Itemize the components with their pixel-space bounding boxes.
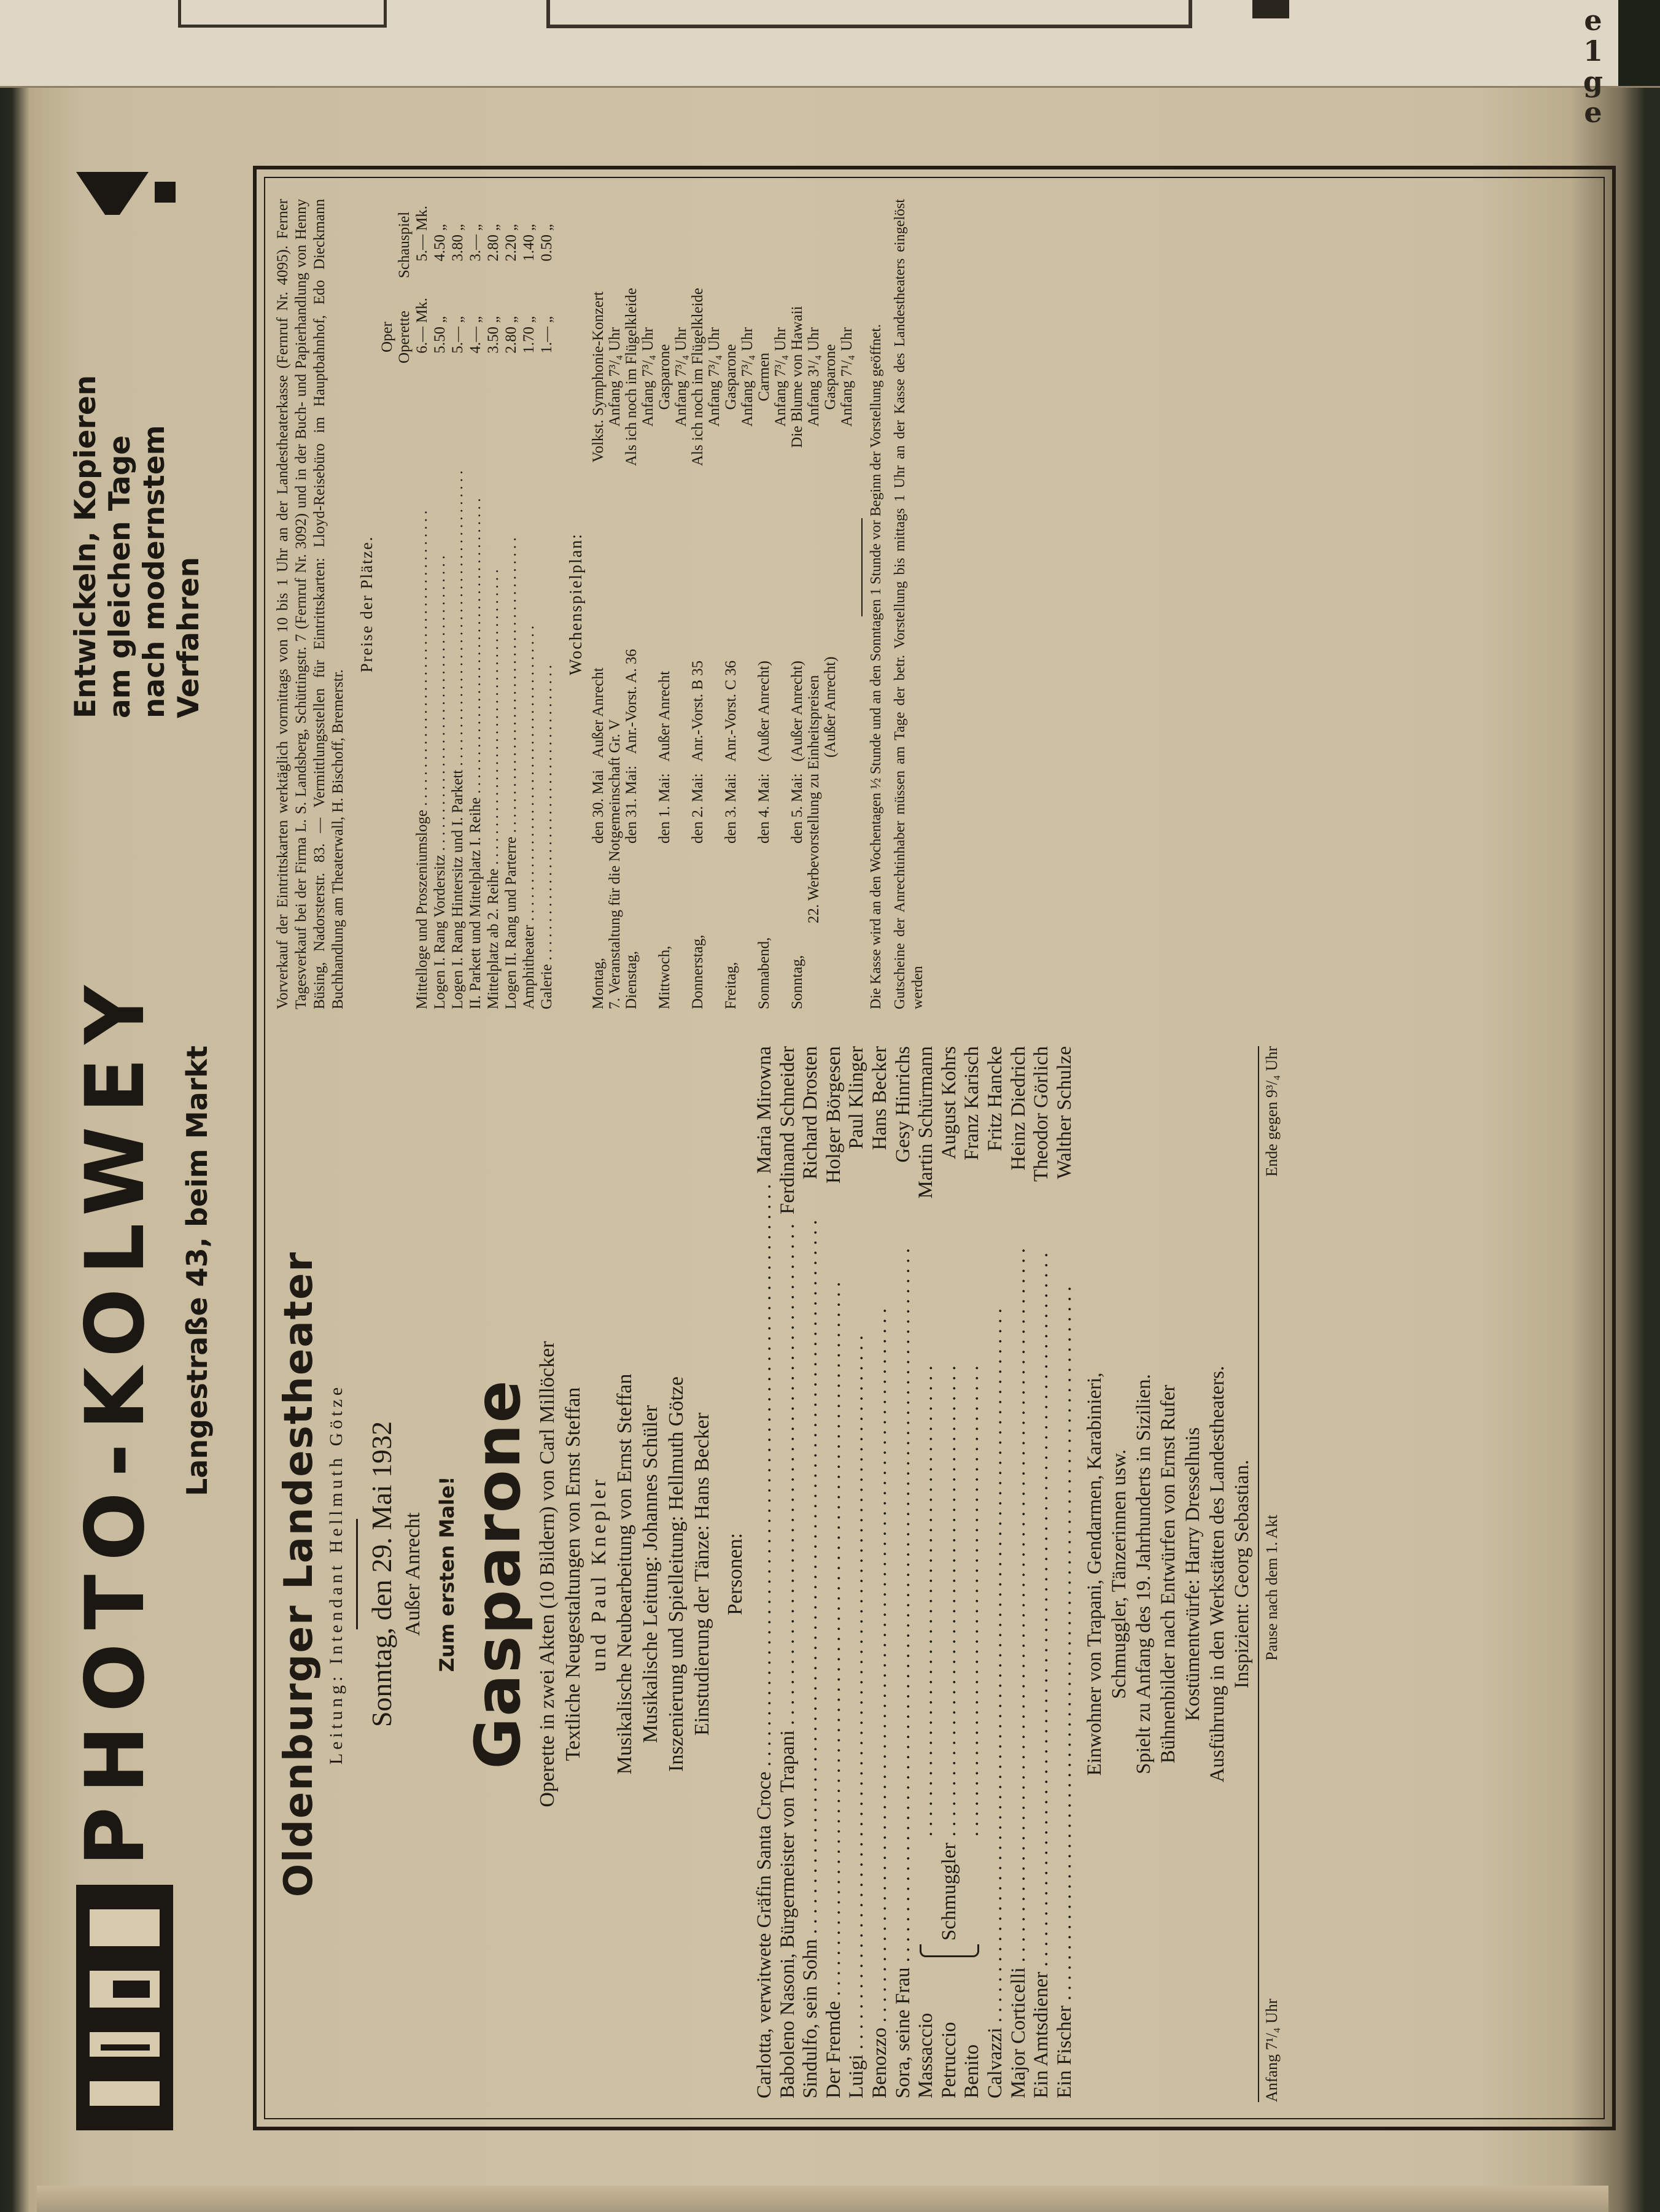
schedule-date: den 5. Mai: <box>789 773 805 844</box>
cast-row <box>845 1046 869 2098</box>
price-oper: 1.70 <box>521 327 537 354</box>
price-unit: „ <box>485 316 502 323</box>
cast-actor: Paul Klinger <box>845 1046 868 1149</box>
personen-label: Personen: <box>724 1532 747 1616</box>
price-schauspiel: 3.— <box>467 235 484 262</box>
cast-row <box>799 1046 823 2098</box>
price-row <box>413 199 431 1009</box>
cast-role: Sora, seine Frau . . . <box>892 1169 915 2098</box>
cast-actor: Gesy Hinrichs <box>891 1046 914 1163</box>
time-end: Ende gegen 9³/₄ Uhr <box>1263 1046 1281 1177</box>
schedule-row <box>839 199 855 1009</box>
kolwey-logo-icon <box>76 1885 173 2130</box>
previous-page-mark <box>1252 0 1289 18</box>
price-row <box>502 199 520 1009</box>
schedule-play: Anfang 7¹/₄ Uhr <box>839 327 855 427</box>
theater-title: Oldenburger Landestheater <box>276 1251 322 1898</box>
section-rule <box>861 518 863 616</box>
schedule-row <box>772 199 789 1009</box>
previous-page-frame-right <box>546 0 1192 28</box>
price-label: Logen I. Rang Hintersitz und I. Parkett . . . <box>449 383 467 1009</box>
schedule-date: den 30. Mai <box>590 769 607 844</box>
price-unit: „ <box>432 316 448 323</box>
schedule-play: Gasparone <box>656 344 673 410</box>
schedule-day: 7. Veranstaltung für die Notgemeinschaft Gr. V <box>607 719 623 1009</box>
smuggler-group <box>915 1046 984 2098</box>
price-row <box>467 199 484 1009</box>
price-col-operette: Operette <box>396 310 413 364</box>
cast-row <box>1007 1046 1031 2098</box>
schedule-day: Freitag, <box>723 961 739 1009</box>
price-unit: „ <box>467 316 484 323</box>
schedule-row <box>739 199 756 1009</box>
credit-line: Textliche Neugestaltungen von Ernst Steffan <box>562 1387 584 1761</box>
program-left-column <box>274 1046 1282 2102</box>
schedule-info: Anr.-Vorst. C 36 <box>723 660 739 762</box>
margin-letter: e <box>1584 96 1602 129</box>
smuggler-actors <box>915 1046 984 1837</box>
page-bottom-edge <box>37 2186 1608 2212</box>
price-unit: „ <box>521 223 537 231</box>
schedule-day: Montag, <box>590 957 607 1009</box>
price-unit: „ <box>538 316 555 323</box>
cast-actor: August Kohrs <box>937 1046 960 1160</box>
price-row <box>449 199 467 1009</box>
margin-letter: e <box>1584 4 1602 37</box>
schedule-row <box>805 199 822 1009</box>
price-oper: 5.— <box>449 327 466 354</box>
price-row <box>431 199 449 1009</box>
cast-role: Luigi . . . <box>845 1155 869 2098</box>
cast-role: Major Corticelli . . . <box>1007 1177 1031 2099</box>
time-pause: Pause nach dem 1. Akt <box>1263 1515 1281 1661</box>
smuggler-role: Petruccio <box>937 2022 960 2098</box>
theater-leitung: Leitung: Intendant Hellmuth Götze <box>326 1383 346 1765</box>
schedule-play: Carmen <box>756 352 772 402</box>
schedule-row <box>623 199 640 1009</box>
cast-row <box>915 1046 938 1837</box>
price-schauspiel: 2.20 <box>503 235 519 262</box>
schedule-play: Anfang 7³/₄ Uhr <box>739 327 756 427</box>
price-label: Mittelloge und Proszeniumsloge . . . <box>413 383 431 1009</box>
cast-actor: Ferdinand Schneider <box>776 1046 799 1215</box>
cast-actor: Richard Drosten <box>799 1046 822 1180</box>
advert-slogan-line: Verfahren <box>172 557 206 718</box>
price-oper: 2.80 <box>503 327 519 354</box>
schedule-day: Donnerstag, <box>689 934 706 1009</box>
cast-actor: Franz Karisch <box>961 1046 983 1161</box>
advert-slogan-line: am gleichen Tage <box>103 435 137 718</box>
schedule-info: (Außer Anrecht) <box>789 661 805 762</box>
price-unit: „ <box>485 223 502 231</box>
credit-line: Einstudierung der Tänze: Hans Becker <box>691 1412 713 1736</box>
wochenspielplan-title: Wochenspielplan: <box>567 533 586 675</box>
schedule-date: den 4. Mai: <box>756 773 772 844</box>
price-label: Amphitheater . . . <box>520 383 538 1009</box>
cast-role: Benozzo . . . <box>869 1157 892 2098</box>
schedule-play: Als ich noch im Flügelkleide <box>689 287 706 467</box>
schedule-play: Anfang 7³/₄ Uhr <box>673 327 689 427</box>
schedule-info: Anr.-Vorst. B 35 <box>689 660 706 762</box>
price-header <box>379 199 396 1009</box>
schedule-list <box>590 199 855 1009</box>
price-unit: „ <box>467 223 484 231</box>
credit-line: und Paul Knepler <box>588 1477 610 1672</box>
premiere-note: Zum ersten Male! <box>435 1476 459 1672</box>
cast-row <box>823 1046 846 2098</box>
price-schauspiel: 4.50 <box>432 235 448 262</box>
smuggler-roles <box>915 1957 984 2098</box>
schedule-row <box>706 199 723 1009</box>
cast-role: Carlotta, verwitwete Gräfin Santa Croce . . . <box>753 1180 777 2098</box>
price-schauspiel: 2.80 <box>485 235 502 262</box>
preise-title: Preise der Plätze. <box>357 535 376 673</box>
price-label: Galerie . . . <box>538 383 556 1009</box>
price-unit: „ <box>503 316 519 323</box>
production-line: Kostümentwürfe: Harry Dresselhuis <box>1182 1427 1204 1721</box>
schedule-info: Außer Anrecht <box>590 667 607 759</box>
schedule-date: den 31. Mai: <box>623 765 640 844</box>
schedule-play: Anfang 7³/₄ Uhr <box>607 327 623 427</box>
schedule-row <box>756 199 772 1009</box>
price-label: Mittelplatz ab 2. Reihe . . . <box>484 383 502 1009</box>
cast-row <box>869 1046 892 2098</box>
schedule-play: Anfang 7³/₄ Uhr <box>640 327 656 427</box>
cast-actor: Theodor Görlich <box>1030 1046 1053 1182</box>
schedule-play: Als ich noch im Flügelkleide <box>623 287 640 467</box>
price-header <box>396 199 413 1009</box>
cast-list <box>753 1046 1076 2098</box>
advert-name: PHOTO-KOLWEY <box>68 972 163 1866</box>
schedule-play: Gasparone <box>723 344 739 410</box>
price-label: II. Parkett und Mittelplatz I. Reihe . . . <box>467 383 484 1009</box>
schedule-play: Anfang 7³/₄ Uhr <box>772 327 789 427</box>
extras-line: Schmuggler, Tänzerinnen usw. <box>1108 1449 1131 1699</box>
production-line: Bühnenbilder nach Entwürfen von Ernst Rufer <box>1157 1384 1180 1764</box>
cast-row <box>984 1046 1007 2098</box>
credit-line: Operette in zwei Akten (10 Bildern) von Carl Millöcker <box>536 1341 559 1807</box>
vorverkauf-text: Vorverkauf der Eintrittskarten werktäglich vormittags von 10 bis 1 Uhr an der Landestheaterkasse (Fernruf Nr. 4095). Ferner Tagesverkauf bei der Firma L. S. Landsberg, Schüttingstr. 7 (Fernruf Nr. 3092) und in der Buch- und Papierhandlung von Henny Büsing, Nadorsterstr. 83. — Vermittlungsstellen für Eintrittskarten: Lloyd-Reisebüro im Hauptbahnhof, Edo Dieckmann Buchhandlung am Theaterwall, H. Bischoff, Bremerstr. <box>274 199 346 1009</box>
price-row <box>538 199 556 1009</box>
cast-row <box>938 1046 961 1837</box>
performance-date: Sonntag, den 29. Mai 1932 <box>366 1421 397 1728</box>
book-edge <box>1618 0 1660 86</box>
program-right-column <box>274 199 927 1009</box>
cast-row <box>961 1046 984 1837</box>
production-line: Spielt zu Anfang des 19. Jahrhunderts in Sizilien. <box>1133 1374 1155 1774</box>
credit-line: Musikalische Neubearbeitung von Ernst Steffan <box>613 1373 636 1775</box>
schedule-play: Gasparone <box>822 344 839 410</box>
brace-icon <box>920 1944 979 1957</box>
advert-address: Langestraße 43, beim Markt <box>180 1045 214 1497</box>
play-title: Gasparone <box>462 1379 535 1769</box>
production-line: Inspizient: Georg Sebastian. <box>1231 1459 1254 1689</box>
schedule-play: Anfang 7³/₄ Uhr <box>706 327 723 427</box>
schedule-date: den 1. Mai: <box>656 773 673 844</box>
photo-kolwey-advert <box>69 166 247 2130</box>
schedule-info: Anr.-Vorst. A. 36 <box>623 649 640 755</box>
program-frame <box>253 166 1616 2130</box>
schedule-play: Anfang 3¹/₄ Uhr <box>805 327 822 427</box>
schedule-play: Volkst. Symphonie-Konzert <box>590 291 607 463</box>
credit-line: Musikalische Leitung: Johannes Schüler <box>639 1405 662 1744</box>
exclamation-icon <box>76 166 173 221</box>
margin-letter: g <box>1583 65 1604 98</box>
time-start: Anfang 7¹/₄ Uhr <box>1263 1998 1281 2102</box>
schedule-info: Außer Anrecht <box>656 670 673 762</box>
schedule-row <box>723 199 739 1009</box>
gutscheine-note: Gutscheine der Anrechtinhaber müssen am Tage der betr. Vorstellung bis mittags 1 Uhr an der Kasse des Landestheaters eingelöst werden <box>892 199 926 1009</box>
cast-role: Calvazzi . . . <box>984 1157 1007 2098</box>
smuggler-label: Schmuggler <box>938 1842 961 1941</box>
cast-row <box>753 1046 777 2098</box>
price-col-schauspiel: Schauspiel <box>396 211 413 279</box>
cast-role: Ein Fischer . . . <box>1053 1185 1077 2098</box>
cast-role: Der Fremde . . . <box>823 1190 846 2098</box>
price-label: Logen I. Rang Vordersitz . . . <box>431 383 449 1009</box>
price-oper: 4.— <box>467 327 484 354</box>
price-unit: Mk. <box>414 298 430 323</box>
schedule-row <box>607 199 623 1009</box>
price-row <box>484 199 502 1009</box>
price-schauspiel: 3.80 <box>449 235 466 262</box>
cast-actor: Heinz Diedrich <box>1007 1046 1030 1171</box>
smuggler-role: Massaccio <box>915 2012 937 2098</box>
advert-slogan-line: Entwickeln, Kopieren <box>69 374 103 718</box>
cast-row <box>892 1046 915 2098</box>
schedule-row <box>673 199 689 1009</box>
schedule-row <box>656 199 673 1009</box>
price-unit: Mk. <box>414 206 430 231</box>
price-row <box>520 199 538 1009</box>
schedule-row <box>689 199 706 1009</box>
schedule-row <box>640 199 656 1009</box>
price-oper: 5.50 <box>432 327 448 354</box>
price-oper: 6.— <box>414 327 430 354</box>
price-table <box>413 199 556 1009</box>
title-rule <box>356 1519 358 1629</box>
performance-times <box>1258 1046 1282 2102</box>
previous-page-frame-left <box>178 0 387 28</box>
cast-actor: Maria Mirowna <box>753 1046 775 1174</box>
schedule-day: Sonntag, <box>789 955 805 1009</box>
performance-anrecht: Außer Anrecht <box>401 1512 424 1636</box>
price-schauspiel: 5.— <box>414 235 430 262</box>
cast-actor: Fritz Hancke <box>983 1046 1006 1152</box>
price-unit: „ <box>521 316 537 323</box>
margin-letter: 1 <box>1583 34 1603 68</box>
schedule-day: 22. Werbevorstellung zu Einheitspreisen <box>805 675 822 923</box>
price-unit: „ <box>432 223 448 231</box>
cast-actor: Holger Börgesen <box>822 1046 845 1184</box>
price-unit: „ <box>449 316 466 323</box>
schedule-info: (Außer Anrecht) <box>822 656 839 758</box>
smuggler-role: Benito <box>961 2044 983 2098</box>
price-col-oper: Oper <box>379 322 395 352</box>
schedule-row <box>789 199 805 1009</box>
schedule-date: den 3. Mai: <box>723 773 739 844</box>
schedule-day: Mittwoch, <box>656 945 673 1009</box>
price-unit: „ <box>503 223 519 231</box>
price-schauspiel: 1.40 <box>521 235 537 262</box>
price-unit: „ <box>449 223 466 231</box>
schedule-date: den 2. Mai: <box>689 773 706 844</box>
cast-role: Sindulfo, sein Sohn . . . <box>799 1186 823 2098</box>
price-schauspiel: 0.50 <box>538 235 555 262</box>
cast-role: Baboleno Nasoni, Bürgermeister von Trapani . . . <box>777 1220 800 2098</box>
schedule-play: Die Blume von Hawaii <box>789 306 805 448</box>
schedule-row <box>822 199 839 1009</box>
cast-actor: Walther Schulze <box>1053 1046 1076 1179</box>
price-unit: „ <box>538 223 555 231</box>
extras-line: Einwohner von Trapani, Gendarmen, Karabinieri, <box>1084 1372 1106 1776</box>
cast-row <box>1053 1046 1077 2098</box>
price-oper: 1.— <box>538 327 555 354</box>
rotated-program-sheet <box>69 74 1591 2130</box>
cast-row <box>1030 1046 1053 2098</box>
price-label: Logen II. Rang und Parterre . . . <box>502 383 520 1009</box>
advert-slogan-line: nach modernstem <box>138 425 171 718</box>
schedule-info: (Außer Anrecht) <box>756 661 772 762</box>
production-line: Ausführung in den Werkstätten des Landestheaters. <box>1206 1365 1229 1783</box>
kasse-note: Die Kasse wird an den Wochentagen ½ Stunde und an den Sonntagen 1 Stunde vor Beginn der Vorstellung geöffnet. <box>868 324 884 1009</box>
cast-row <box>777 1046 800 2098</box>
schedule-row <box>590 199 607 1009</box>
schedule-day: Sonnabend, <box>756 937 772 1009</box>
advert-slogan <box>69 276 206 718</box>
cast-actor: Hans Becker <box>868 1046 891 1151</box>
price-oper: 3.50 <box>485 327 502 354</box>
credit-line: Inszenierung und Spielleitung: Hellmuth Götze <box>665 1376 688 1772</box>
schedule-day: Dienstag, <box>623 950 640 1009</box>
cast-actor: Martin Schürmann <box>915 1046 937 1199</box>
cast-role: Ein Amtsdiener . . . <box>1030 1188 1053 2098</box>
